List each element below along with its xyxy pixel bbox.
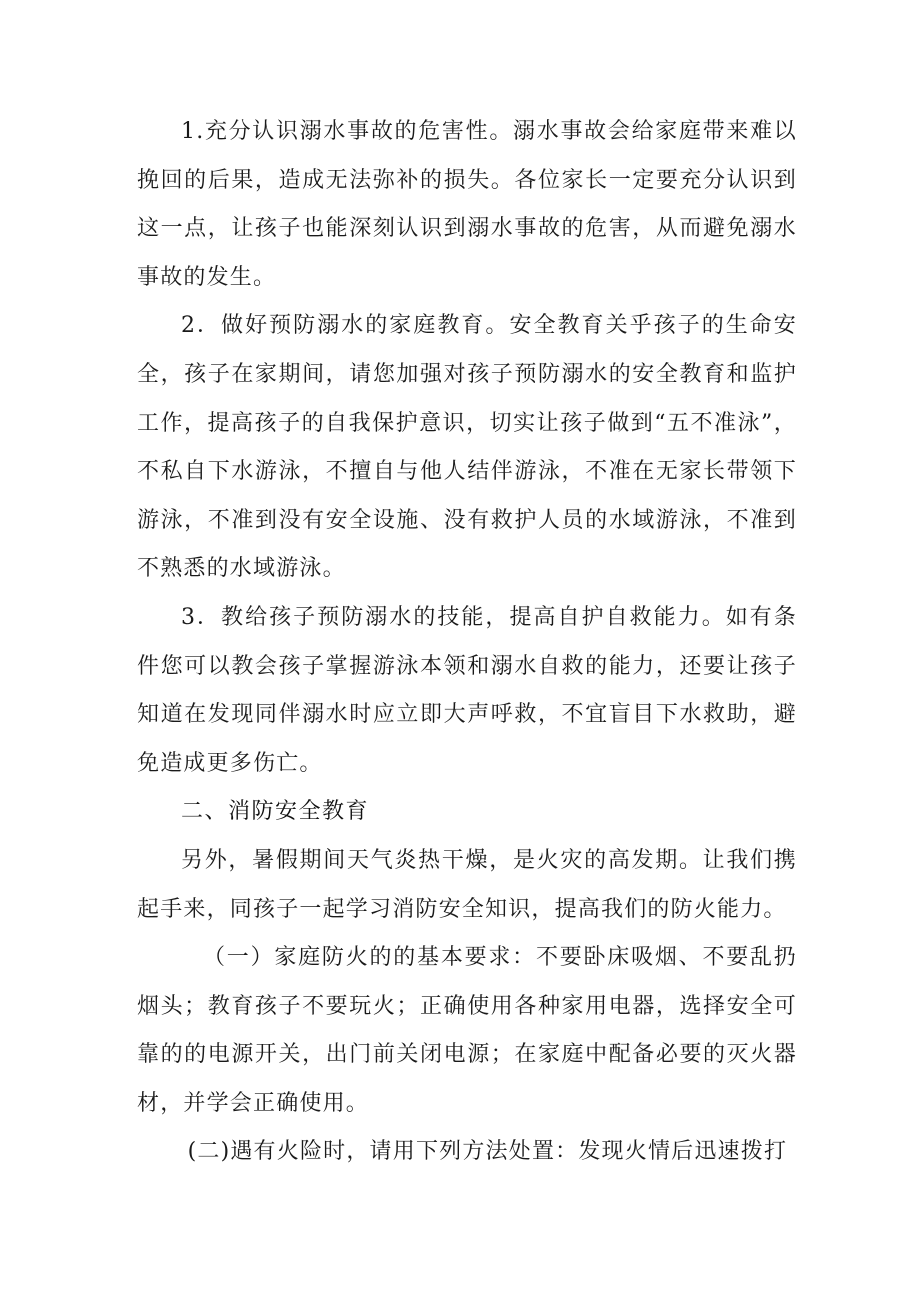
section-heading-fire-safety: 二、消防安全教育: [181, 799, 370, 825]
paragraph-drowning-skills: 3．教给孩子预防溺水的技能，提高自护自救能力。如有条件您可以教会孩子掌握游泳本领和溺水自救的能力，还要让孩子知道在发现同伴溺水时应立即大声呼救，不宜盲目下水救助，避免造成更多伤亡。: [137, 604, 797, 776]
paragraph-drowning-education: 2．做好预防溺水的家庭教育。安全教育关乎孩子的生命安全，孩子在家期间，请您加强对孩子预防溺水的安全教育和监护工作，提高孩子的自我保护意识，切实让孩子做到“五不准泳”，不私自下水游泳，不擅自与他人结伴游泳，不准在无家长带领下游泳，不准到没有安全设施、没有救护人员的水域游泳，不准到不熟悉的水域游泳。: [137, 313, 797, 582]
paragraph-fire-basic-requirements: （一）家庭防火的的基本要求：不要卧床吸烟、不要乱扔烟头；教育孩子不要玩火；正确使用各种家用电器，选择安全可靠的的电源开关，出门前关闭电源；在家庭中配备必要的灭火器材，并学会正确使用。: [137, 945, 797, 1116]
paragraph-drowning-awareness: 1.充分认识溺水事故的危害性。溺水事故会给家庭带来难以挽回的后果，造成无法弥补的损失。各位家长一定要充分认识到这一点，让孩子也能深刻认识到溺水事故的危害，从而避免溺水事故的发生。: [137, 119, 797, 290]
paragraph-fire-intro: 另外，暑假期间天气炎热干燥，是火灾的高发期。让我们携起手来，同孩子一起学习消防安全知识，提高我们的防火能力。: [137, 847, 797, 922]
paragraph-fire-emergency: (二)遇有火险时，请用下列方法处置：发现火情后迅速拨打: [187, 1139, 788, 1165]
document-body: [137, 108, 797, 1177]
